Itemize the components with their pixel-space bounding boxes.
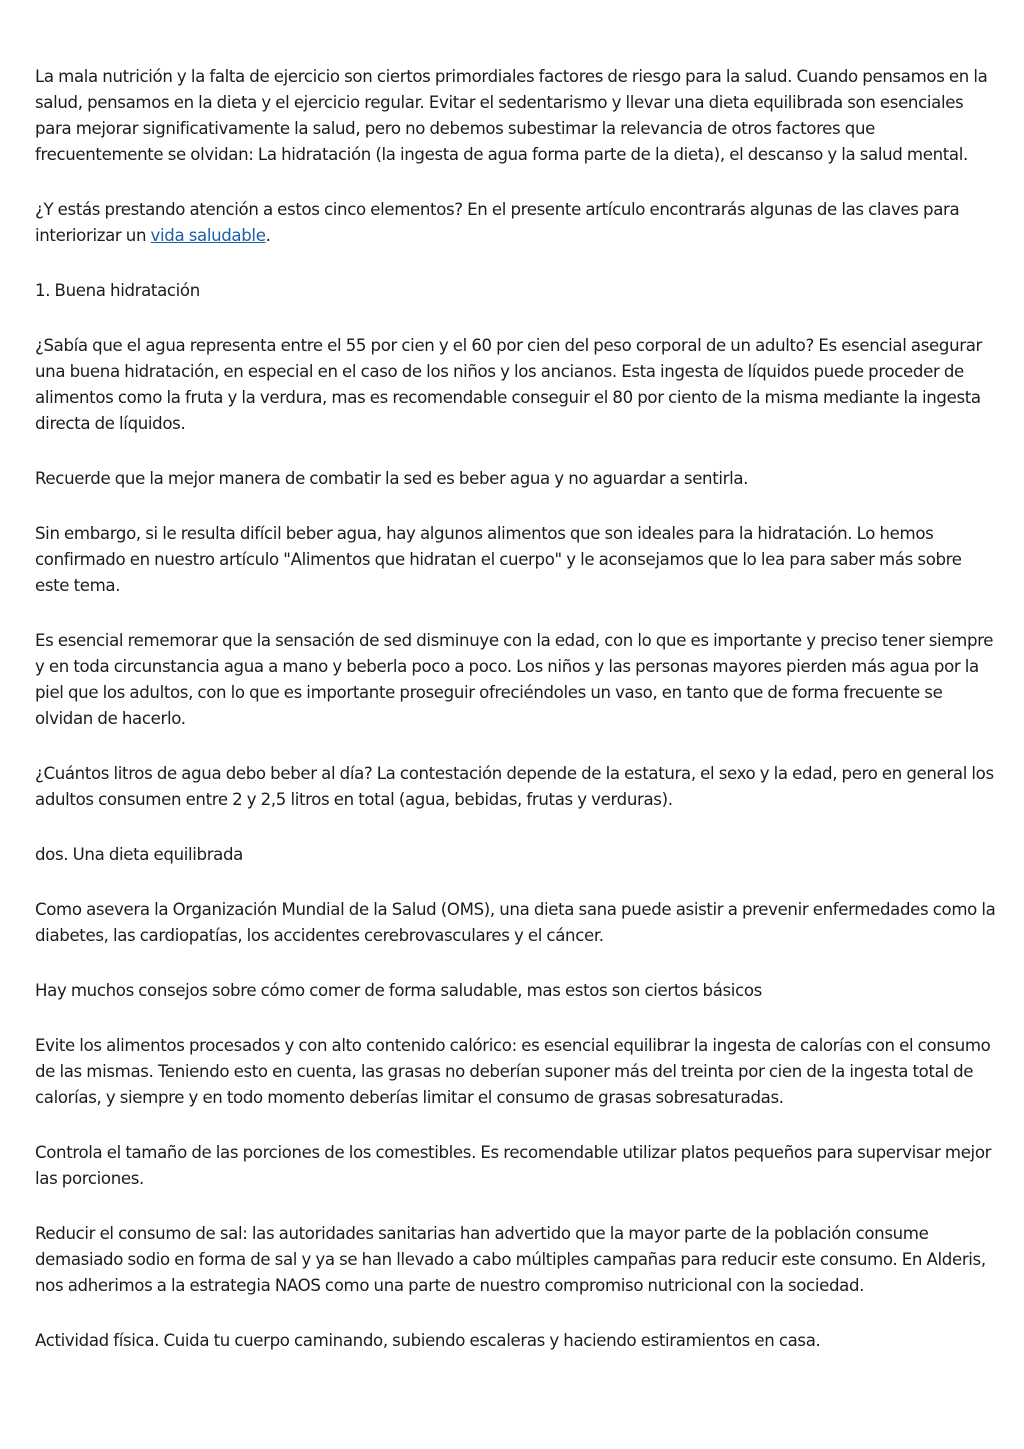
vida-saludable-link[interactable]: vida saludable bbox=[150, 226, 266, 245]
intro-paragraph: La mala nutrición y la falta de ejercicio son ciertos primordiales factores de riesgo para la salud. Cuando pensamos en la salud, pensamos en la dieta y el ejercicio regular. Evitar el sedentarismo y llevar una dieta equilibrada son esenciales para mejorar significativamente la salud, pero no debemos subestimar la relevancia de otros factores que frecuentemente se olvidan: La hidratación (la ingesta de agua forma parte de la dieta), el descanso y la salud mental. bbox=[35, 67, 988, 164]
alimentos-hidratan-paragraph: Sin embargo, si le resulta difícil beber agua, hay algunos alimentos que son ideales para la hidratación. Lo hemos confirmado en nuestro artículo "Alimentos que hidratan el cuerpo" y le aconsejamos que lo lea para saber más sobre este tema. bbox=[35, 524, 962, 595]
claves-period: . bbox=[265, 226, 271, 245]
porciones-paragraph: Controla el tamaño de las porciones de los comestibles. Es recomendable utilizar platos pequeños para supervisar mejor las porciones. bbox=[35, 1143, 992, 1188]
claves-paragraph bbox=[35, 197, 1000, 249]
actividad-fisica-paragraph: Actividad física. Cuida tu cuerpo caminando, subiendo escaleras y haciendo estiramientos en casa. bbox=[35, 1331, 821, 1350]
litros-paragraph: ¿Cuántos litros de agua debo beber al día? La contestación depende de la estatura, el sexo y la edad, pero en general los adultos consumen entre 2 y 2,5 litros en total (agua, bebidas, frutas y verduras). bbox=[35, 764, 994, 809]
agua-peso-paragraph: ¿Sabía que el agua representa entre el 55 por cien y el 60 por cien del peso corporal de un adulto? Es esencial asegurar una buena hidratación, en especial en el caso de los niños y los ancianos. Esta ingesta de líquidos puede proceder de alimentos como la fruta y la verdura, mas es recomendable conseguir el 80 por ciento de la misma mediante la ingesta directa de líquidos. bbox=[35, 336, 982, 433]
section-heading-dieta: dos. Una dieta equilibrada bbox=[35, 845, 244, 864]
procesados-paragraph: Evite los alimentos procesados y con alto contenido calórico: es esencial equilibrar la ingesta de calorías con el consumo de las mismas. Teniendo esto en cuenta, las grasas no deberían suponer más del treinta por cien de la ingesta total de calorías, y siempre y en todo momento deberías limitar el consumo de grasas sobresaturadas. bbox=[35, 1036, 991, 1107]
section-heading-hidratacion: 1. Buena hidratación bbox=[35, 281, 200, 300]
claves-text: ¿Y estás prestando atención a estos cinco elementos? En el presente artículo encontrarás algunas de las claves para interiorizar un bbox=[35, 200, 960, 245]
consejos-paragraph: Hay muchos consejos sobre cómo comer de forma saludable, mas estos son ciertos básicos bbox=[35, 981, 762, 1000]
sal-paragraph: Reducir el consumo de sal: las autoridades sanitarias han advertido que la mayor parte de la población consume demasiado sodio en forma de sal y ya se han llevado a cabo múltiples campañas para reducir este consumo. En Alderis, nos adherimos a la estrategia NAOS como una parte de nuestro compromiso nutricional con la sociedad. bbox=[35, 1224, 986, 1295]
sed-paragraph: Recuerde que la mejor manera de combatir la sed es beber agua y no aguardar a sentirla. bbox=[35, 469, 749, 488]
article-body bbox=[35, 64, 1000, 1383]
oms-paragraph: Como asevera la Organización Mundial de la Salud (OMS), una dieta sana puede asistir a prevenir enfermedades como la diabetes, las cardiopatías, los accidentes cerebrovasculares y el cáncer. bbox=[35, 900, 996, 945]
edad-sed-paragraph: Es esencial rememorar que la sensación de sed disminuye con la edad, con lo que es importante y preciso tener siempre y en toda circunstancia agua a mano y beberla poco a poco. Los niños y las personas mayores pierden más agua por la piel que los adultos, con lo que es importante proseguir ofreciéndoles un vaso, en tanto que de forma frecuente se olvidan de hacerlo. bbox=[35, 631, 994, 728]
